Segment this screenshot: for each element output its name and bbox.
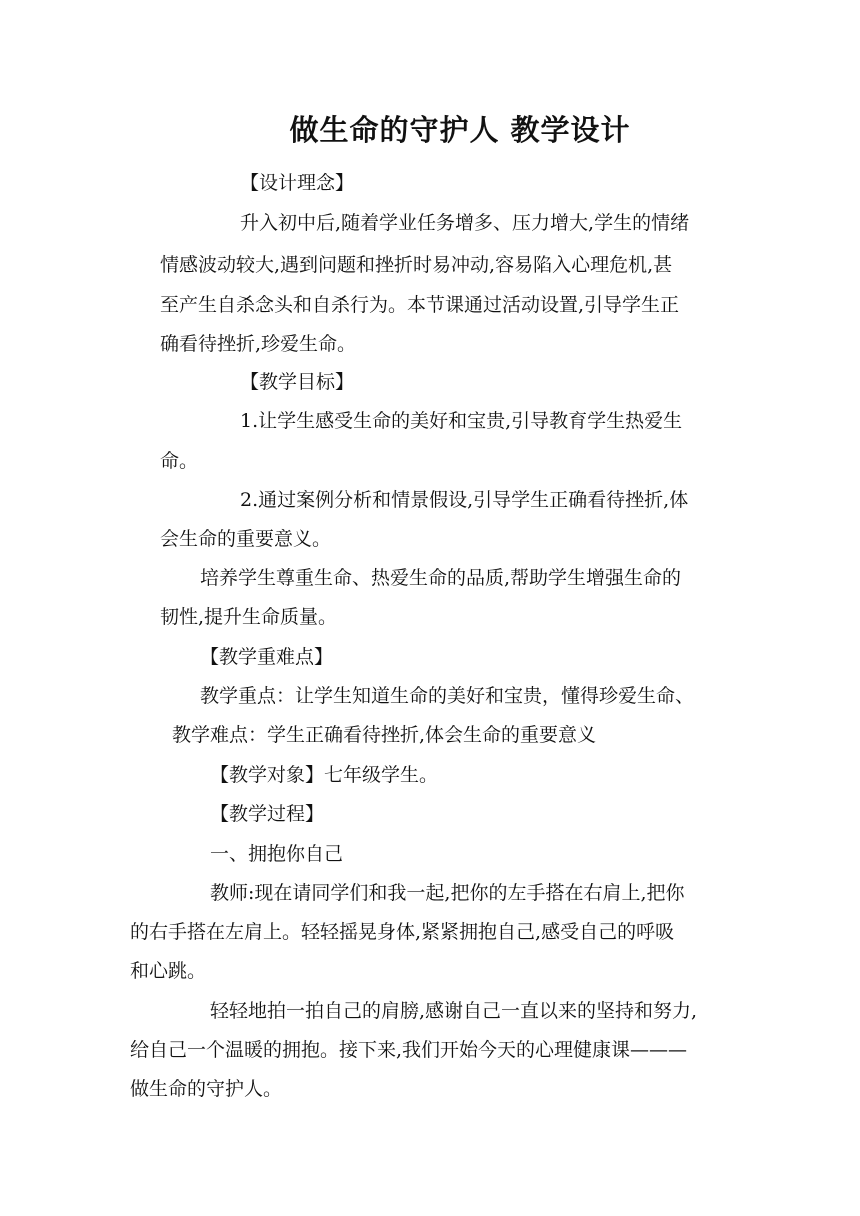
- objective-1-line: 1.让学生感受生命的美好和宝贵,引导教育学生热爱生: [240, 410, 683, 432]
- paragraph-line: 情感波动较大,遇到问题和挫折时易冲动,容易陷入心理危机,甚: [160, 254, 673, 276]
- paragraph-line: 升入初中后,随着学业任务增多、压力增大,学生的情绪: [240, 212, 690, 234]
- design-concept-heading: 【设计理念】: [240, 172, 355, 194]
- section-1-heading: 一、拥抱你自己: [210, 843, 344, 865]
- pat-line: 轻轻地拍一拍自己的肩膀,感谢自己一直以来的坚持和努力,: [210, 1000, 698, 1022]
- document-title: 做生命的守护人 教学设计: [289, 113, 631, 147]
- key-point-line: 教学重点：让学生知道生命的美好和宝贵，懂得珍爱生命、: [200, 685, 695, 707]
- teacher-line: 教师:现在请同学们和我一起,把你的左手搭在右肩上,把你: [210, 882, 685, 904]
- objective-3-line: 培养学生尊重生命、热爱生命的品质,帮助学生增强生命的: [200, 567, 682, 589]
- teacher-line: 和心跳。: [130, 960, 207, 982]
- teacher-line: 的右手搭在左肩上。轻轻摇晃身体,紧紧拥抱自己,感受自己的呼吸: [130, 921, 675, 943]
- target-line: 【教学对象】七年级学生。: [210, 764, 439, 786]
- objective-2-line: 2.通过案例分析和情景假设,引导学生正确看待挫折,体: [240, 489, 689, 511]
- paragraph-line: 至产生自杀念头和自杀行为。本节课通过活动设置,引导学生正: [160, 294, 680, 316]
- objective-3-line: 韧性,提升生命质量。: [160, 606, 338, 628]
- objective-2-line: 会生命的重要意义。: [160, 528, 332, 550]
- objectives-heading: 【教学目标】: [240, 371, 355, 393]
- difficult-point-line: 教学难点：学生正确看待挫折,体会生命的重要意义: [172, 724, 597, 746]
- key-points-heading: 【教学重难点】: [200, 646, 334, 668]
- process-heading: 【教学过程】: [210, 803, 325, 825]
- pat-line: 做生命的守护人。: [130, 1078, 283, 1100]
- objective-1-line: 命。: [160, 450, 199, 472]
- paragraph-line: 确看待挫折,珍爱生命。: [160, 333, 357, 355]
- pat-line: 给自己一个温暖的拥抱。接下来,我们开始今天的心理健康课———: [130, 1039, 688, 1061]
